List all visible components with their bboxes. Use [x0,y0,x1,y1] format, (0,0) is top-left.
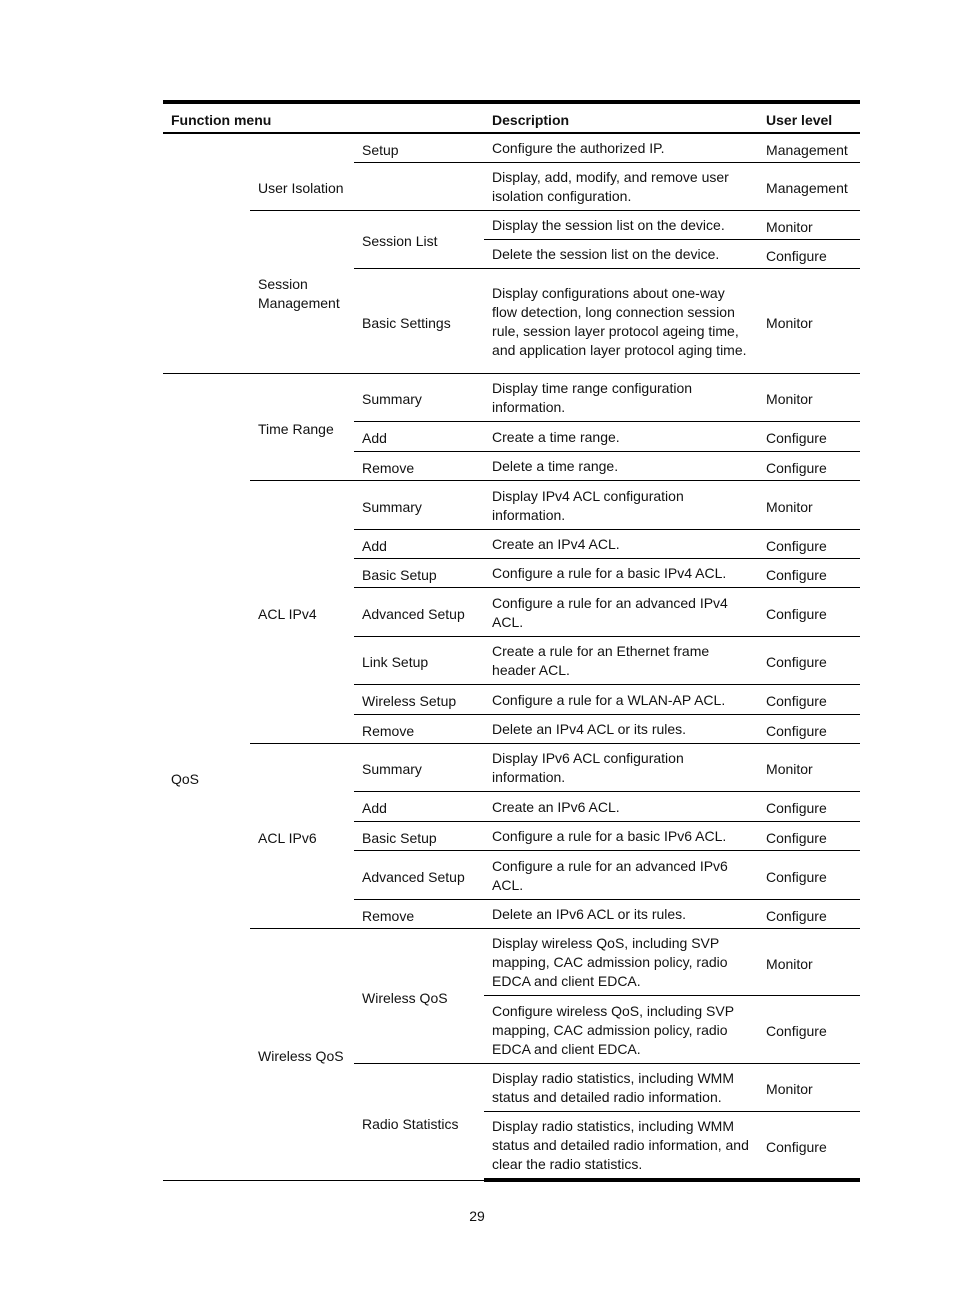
description-cell: Delete an IPv6 ACL or its rules. [484,899,758,928]
description-cell: Configure a rule for a WLAN-AP ACL. [484,684,758,714]
description-cell: Display IPv6 ACL configuration information. [484,743,758,791]
menu-level2-cell: Time Range [250,373,354,480]
description-cell: Create an IPv6 ACL. [484,791,758,821]
description-cell: Display radio statistics, including WMM status and detailed radio information, and clear the radio statistics. [484,1111,758,1180]
description-cell: Display the session list on the device. [484,210,758,239]
description-cell: Create a rule for an Ethernet frame header ACL. [484,636,758,684]
menu-level3-cell: Summary [354,743,484,791]
description-cell: Create an IPv4 ACL. [484,529,758,558]
description-cell: Delete an IPv4 ACL or its rules. [484,714,758,743]
header-function-menu: Function menu [163,102,484,133]
user-level-cell: Management [758,162,860,210]
user-level-cell: Monitor [758,210,860,239]
menu-level3-cell: Wireless Setup [354,684,484,714]
user-level-cell: Configure [758,684,860,714]
table-row [163,210,860,239]
menu-level2-cell: ACL IPv4 [250,480,354,743]
menu-level3-cell: Summary [354,373,484,421]
menu-level3-cell: Wireless QoS [354,928,484,1063]
menu-level3-cell: Basic Settings [354,268,484,373]
description-cell: Configure a rule for an advanced IPv6 ACL. [484,850,758,899]
table-row [163,480,860,529]
description-cell: Display wireless QoS, including SVP mapping, CAC admission policy, radio EDCA and client EDCA. [484,928,758,995]
menu-level3-cell: Setup [354,133,484,162]
menu-level1-cell: QoS [163,373,250,1180]
menu-level2-cell: Session Management [250,210,354,373]
user-level-cell: Configure [758,558,860,587]
menu-level2-cell: User Isolation [250,162,354,210]
user-level-cell: Configure [758,421,860,451]
description-cell: Configure a rule for a basic IPv6 ACL. [484,821,758,850]
user-level-cell: Configure [758,714,860,743]
description-cell: Configure the authorized IP. [484,133,758,162]
user-level-cell: Configure [758,239,860,268]
description-cell: Configure a rule for a basic IPv4 ACL. [484,558,758,587]
user-level-cell: Configure [758,899,860,928]
menu-level2-cell: ACL IPv6 [250,743,354,928]
header-user-level: User level [758,102,860,133]
menu-level3-cell: Remove [354,451,484,480]
menu-level3-cell: Basic Setup [354,821,484,850]
user-level-cell: Configure [758,451,860,480]
menu-level3-cell [354,162,484,210]
user-level-cell: Configure [758,636,860,684]
user-level-cell: Monitor [758,928,860,995]
table-row [163,373,860,421]
description-cell: Display configurations about one-way flow detection, long connection session rule, session layer protocol ageing time, and application layer protocol aging time. [484,268,758,373]
menu-level3-cell: Advanced Setup [354,850,484,899]
description-cell: Display IPv4 ACL configuration information. [484,480,758,529]
menu-level3-cell: Basic Setup [354,558,484,587]
menu-level1-cell [163,133,250,373]
description-cell: Configure a rule for an advanced IPv4 ACL. [484,587,758,636]
menu-level3-cell: Remove [354,714,484,743]
user-level-cell: Configure [758,821,860,850]
description-cell: Create a time range. [484,421,758,451]
user-level-cell: Monitor [758,268,860,373]
menu-level3-cell: Radio Statistics [354,1063,484,1180]
user-level-cell: Configure [758,1111,860,1180]
user-level-cell: Configure [758,587,860,636]
header-description: Description [484,102,758,133]
user-level-cell: Configure [758,850,860,899]
user-level-cell: Management [758,133,860,162]
table-row [163,743,860,791]
description-cell: Configure wireless QoS, including SVP mapping, CAC admission policy, radio EDCA and client EDCA. [484,995,758,1063]
description-cell: Display, add, modify, and remove user isolation configuration. [484,162,758,210]
table-row [163,162,860,210]
menu-level3-cell: Link Setup [354,636,484,684]
user-level-cell: Monitor [758,743,860,791]
menu-level2-cell [250,133,354,162]
description-cell: Display time range configuration information. [484,373,758,421]
menu-level2-cell: Wireless QoS [250,928,354,1180]
user-level-cell: Configure [758,791,860,821]
table-row [163,133,860,162]
description-cell: Delete the session list on the device. [484,239,758,268]
menu-level3-cell: Add [354,791,484,821]
menu-level3-cell: Advanced Setup [354,587,484,636]
menu-level3-cell: Session List [354,210,484,268]
menu-level3-cell: Remove [354,899,484,928]
description-cell: Display radio statistics, including WMM status and detailed radio information. [484,1063,758,1111]
user-level-cell: Monitor [758,480,860,529]
table-row [163,928,860,995]
menu-level3-cell: Add [354,421,484,451]
function-menu-table [163,100,860,1182]
menu-level3-cell: Add [354,529,484,558]
user-level-cell: Configure [758,529,860,558]
page-number: 29 [469,1208,485,1224]
user-level-cell: Configure [758,995,860,1063]
user-level-cell: Monitor [758,1063,860,1111]
menu-level3-cell: Summary [354,480,484,529]
user-level-cell: Monitor [758,373,860,421]
description-cell: Delete a time range. [484,451,758,480]
table-header-row [163,102,860,133]
